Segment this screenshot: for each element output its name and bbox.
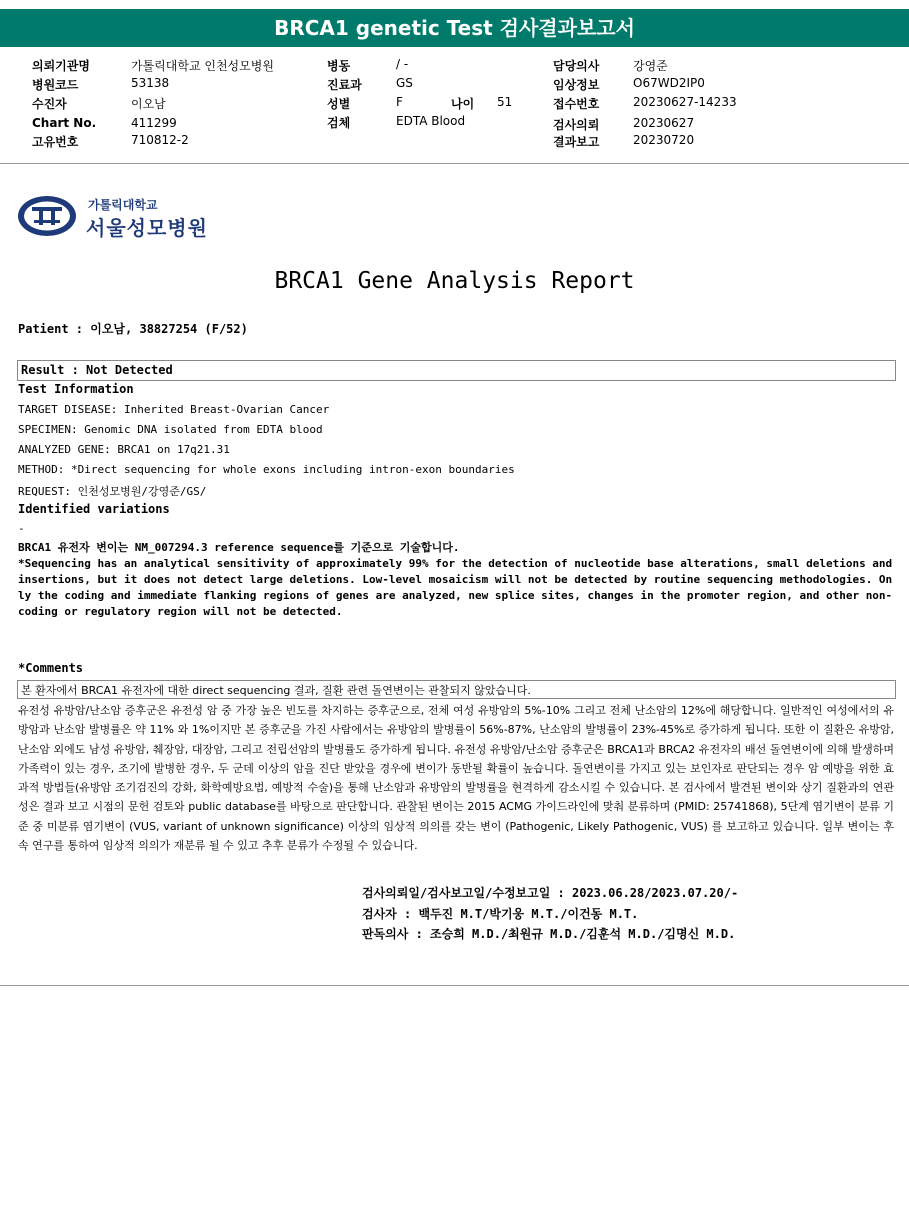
receipt-no-label: 접수번호 bbox=[553, 97, 600, 111]
sensitivity-disclaimer: *Sequencing has an analytical sensitivity of approximately 99% for the detection of nucleotide base alterations, small deletions and insertions, but it does not detect large deletions. Low-level mosaicism will not be detected by routine sequencing methodologies. Only the coding and immediate flanking regions of genes are analyzed, new splice sites, changes in the promoter region, and other non-coding or regulatory region will not be detected. bbox=[18, 557, 893, 618]
comments-heading: *Comments bbox=[18, 661, 84, 675]
hospital-code-label: 병원코드 bbox=[32, 78, 79, 92]
identified-variations-value: - bbox=[18, 522, 25, 535]
age-value: 51 bbox=[497, 95, 513, 109]
report-date-value: 20230720 bbox=[633, 133, 695, 147]
comment-body: 유전성 유방암/난소암 증후군은 유전성 암 중 가장 높은 빈도를 차지하는 증후군으로, 전체 여성 유방암의 5%-10% 그리고 전체 난소암의 12%에 해당합니다. 일반적인 여성에서의 유방암과 난소암 발병률은 약 11% 와 1%이지만 본 증후군을 가진 사람에서는 유방암의 발병률이 56%-87%, 난소암의 발병률이 23%-45%로 증가하게 됩니다. 또한 이 질환은 유방암, 난소암 외에도 남성 유방암, 췌장암, 대장암, 그리고 전립선암의 발병률도 증가하게 됩니다. 유전성 유방암/난소암 증후군은 BRCA1과 BRCA2 유전자의 배선 돌연변이에 의해 발생하며 가족력이 있는 경우, 조기에 발병한 경우, 두 군데 이상의 암을 진단 받았을 경우에 변이가 동반될 확률이 높습니다. 돌연변이를 가지고 있는 보인자로 판단되는 경우 암 예방을 위한 효과적 방법들(유방암 조기검진의 강화, 화학예방요법, 예방적 수술)을 통해 난소암과 유방암의 발병률을 현격하게 감소시킬 수 있습니다. 본 검사에서 발견된 변이와 상기 질환과의 연관성은 결과 보고 시점의 문헌 검토와 public database를 바탕으로 판단합니다. 관찰된 변이는 2015 ACMG 가이드라인에 맞춰 분류하며 (PMID: 25741868), 5단계 염기변이 분류 기준 중 미분류 염기변이 (VUS, variant of unknown significance) 이상의 임상적 의의를 갖는 변이 (Pathogenic, Likely Pathogenic, VUS) 를 보고하고 있습니다. 일부 변이는 후속 연구를 통하여 임상적 의의가 재분류 될 수 있고 추후 분류가 수정될 수 있습니다. bbox=[18, 704, 894, 853]
patient-value: 이오남 bbox=[131, 97, 166, 111]
report-title-bar: BRCA1 genetic Test 검사결과보고서 bbox=[0, 9, 909, 47]
specimen-value: EDTA Blood bbox=[396, 114, 466, 128]
report-dates-line: 검사의뢰일/검사보고일/수정보고일 : 2023.06.28/2023.07.20/- bbox=[362, 886, 739, 900]
report-date-label: 결과보고 bbox=[553, 135, 600, 149]
hospital-emblem-icon bbox=[16, 194, 78, 238]
report-title: BRCA1 Gene Analysis Report bbox=[274, 268, 635, 294]
analyzed-gene-line: ANALYZED GENE: BRCA1 on 17q21.31 bbox=[18, 443, 230, 456]
hospital-logo bbox=[16, 194, 212, 240]
chart-no-label: Chart No. bbox=[32, 116, 97, 130]
patient-label: 수진자 bbox=[32, 97, 67, 111]
clinical-info-value: O67WD2IP0 bbox=[633, 76, 705, 90]
unique-no-value: 710812-2 bbox=[131, 133, 189, 147]
specimen-line: SPECIMEN: Genomic DNA isolated from EDTA blood bbox=[18, 423, 323, 436]
age-label: 나이 bbox=[451, 97, 475, 111]
requesting-org-value: 가톨릭대학교 인천성모병원 bbox=[131, 59, 274, 73]
doctor-label: 담당의사 bbox=[553, 59, 600, 73]
ward-label: 병동 bbox=[327, 59, 351, 73]
doctor-value: 강영준 bbox=[633, 59, 668, 73]
examiners-line: 검사자 : 백두진 M.T/박기웅 M.T./이건동 M.T. bbox=[362, 907, 639, 921]
comment-summary-box bbox=[17, 680, 896, 699]
specimen-label: 검체 bbox=[327, 116, 351, 130]
request-date-value: 20230627 bbox=[633, 116, 695, 130]
patient-line: Patient : 이오남, 38827254 (F/52) bbox=[18, 322, 248, 336]
reference-sequence-line: BRCA1 유전자 변이는 NM_007294.3 reference sequence를 기준으로 기술합니다. bbox=[18, 541, 460, 554]
result-box bbox=[17, 360, 896, 381]
unique-no-label: 고유번호 bbox=[32, 135, 79, 149]
hospital-code-value: 53138 bbox=[131, 76, 170, 90]
dept-label: 진료과 bbox=[327, 78, 362, 92]
ward-value: / - bbox=[396, 57, 409, 71]
footer-divider bbox=[0, 985, 909, 986]
header-divider bbox=[0, 163, 909, 164]
sex-value: F bbox=[396, 95, 403, 109]
identified-variations-heading: Identified variations bbox=[18, 502, 170, 516]
clinical-info-label: 임상정보 bbox=[553, 78, 600, 92]
requesting-org-label: 의뢰기관명 bbox=[32, 59, 90, 73]
sex-label: 성별 bbox=[327, 97, 351, 111]
result-text: Result : Not Detected bbox=[21, 363, 173, 377]
request-line: REQUEST: 인천성모병원/강영준/GS/ bbox=[18, 485, 207, 498]
request-date-label: 검사의뢰 bbox=[553, 118, 600, 132]
chart-no-value: 411299 bbox=[131, 116, 177, 130]
logo-hospital-text: 서울성모병원 bbox=[86, 216, 208, 240]
target-disease-line: TARGET DISEASE: Inherited Breast-Ovarian Cancer bbox=[18, 403, 330, 416]
method-line: METHOD: *Direct sequencing for whole exons including intron-exon boundaries bbox=[18, 463, 515, 476]
comment-summary-text: 본 환자에서 BRCA1 유전자에 대한 direct sequencing 결과, 질환 관련 돌연변이는 관찰되지 않았습니다. bbox=[21, 684, 531, 697]
reading-doctors-line: 판독의사 : 조승희 M.D./최원규 M.D./김훈석 M.D./김명신 M.D. bbox=[362, 927, 736, 941]
receipt-no-value: 20230627-14233 bbox=[633, 95, 737, 109]
test-information-heading: Test Information bbox=[18, 382, 134, 396]
patient-info-grid bbox=[0, 50, 909, 158]
logo-university-text: 가톨릭대학교 bbox=[88, 198, 158, 212]
reference-and-sensitivity-note bbox=[18, 540, 895, 620]
dept-value: GS bbox=[396, 76, 413, 90]
